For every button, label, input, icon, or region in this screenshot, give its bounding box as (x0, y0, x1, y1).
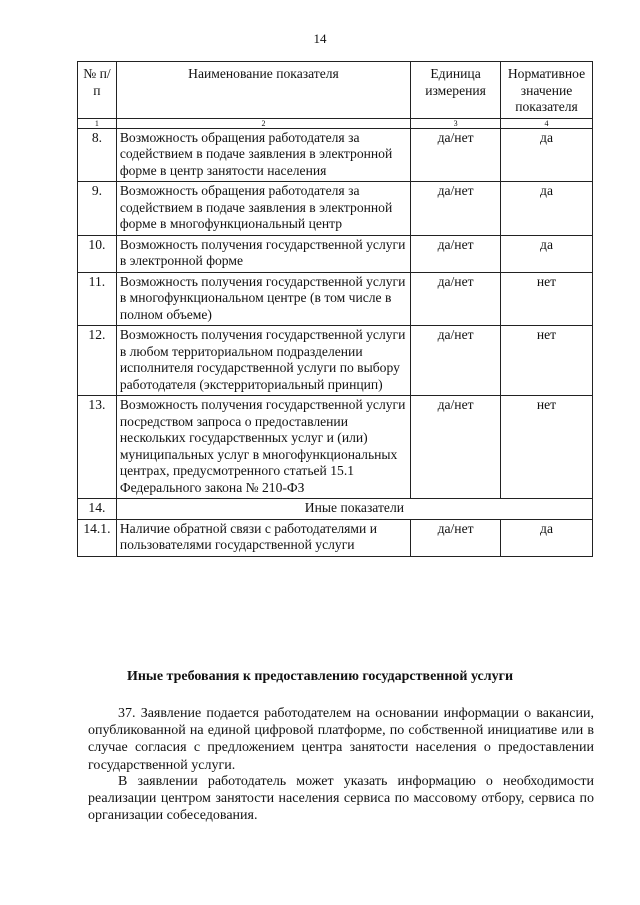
table-row (78, 235, 593, 272)
row-name: Возможность обращения работодателя за содействием в подаче заявления в электронной форме в многофункциональный центр (116, 182, 410, 236)
row-name: Возможность получения государственной услуги посредством запроса о предоставлении нескольких государственных услуг и (или) муниципальных услуг в многофункциональных центрах, предусмотренного статьей 15.1 Федерального закона № 210-ФЗ (116, 396, 410, 499)
paragraph-text: В заявлении работодатель может указать информацию о необходимости реализации центром занятости населения сервиса по массовому отбору, сервиса по организации собеседования. (88, 774, 594, 824)
table-row (78, 326, 593, 396)
indicators-table (77, 61, 593, 557)
column-number: 3 (411, 118, 501, 128)
column-number: 1 (78, 118, 117, 128)
row-no: 8. (78, 128, 117, 182)
paragraph (88, 773, 594, 825)
row-unit: да/нет (411, 396, 501, 499)
table-row (78, 396, 593, 499)
row-name: Возможность получения государственной услуги в любом территориальном подразделении исполнителя государственной услуги по выбору работодателя (экстерриториальный принцип) (116, 326, 410, 396)
header-name: Наименование показателя (116, 62, 410, 119)
table-row (78, 128, 593, 182)
column-numbers-row (78, 118, 593, 128)
row-no: 12. (78, 326, 117, 396)
row-no: 9. (78, 182, 117, 236)
row-norm: да (501, 182, 593, 236)
row-unit: да/нет (411, 519, 501, 556)
paragraph-text: 37. Заявление подается работодателем на основании информации о вакансии, опубликованной на единой цифровой платформе, по собственной инициативе или в случае согласия с предложением центра занятости населения о предоставлении государственной услуги. (88, 706, 594, 773)
header-norm: Нормативное значение показателя (501, 62, 593, 119)
row-norm: нет (501, 396, 593, 499)
row-no: 11. (78, 272, 117, 326)
column-number: 4 (501, 118, 593, 128)
row-norm: нет (501, 272, 593, 326)
row-name: Возможность получения государственной услуги в многофункциональном центре (в том числе в полном объеме) (116, 272, 410, 326)
section-no: 14. (78, 499, 117, 520)
column-number: 2 (116, 118, 410, 128)
row-norm: да (501, 128, 593, 182)
table-row (78, 519, 593, 556)
page-number: 14 (313, 31, 327, 46)
row-unit: да/нет (411, 128, 501, 182)
section-label: Иные показатели (116, 499, 592, 520)
section-title: Иные требования к предоставлению государственной услуги (126, 669, 514, 684)
row-norm: нет (501, 326, 593, 396)
row-no: 10. (78, 235, 117, 272)
row-norm: да (501, 519, 593, 556)
header-no: № п/п (78, 62, 117, 119)
table-row (78, 182, 593, 236)
row-unit: да/нет (411, 272, 501, 326)
paragraph (88, 705, 594, 774)
row-name: Возможность обращения работодателя за содействием в подаче заявления в электронной форме в центр занятости населения (116, 128, 410, 182)
row-unit: да/нет (411, 182, 501, 236)
table-row (78, 272, 593, 326)
row-no: 13. (78, 396, 117, 499)
table-header-row (78, 62, 593, 119)
row-norm: да (501, 235, 593, 272)
row-unit: да/нет (411, 235, 501, 272)
row-no: 14.1. (78, 519, 117, 556)
row-name: Наличие обратной связи с работодателями и пользователями государственной услуги (116, 519, 410, 556)
header-unit: Единица измерения (411, 62, 501, 119)
row-unit: да/нет (411, 326, 501, 396)
table-section-row (78, 499, 593, 520)
row-name: Возможность получения государственной услуги в электронной форме (116, 235, 410, 272)
